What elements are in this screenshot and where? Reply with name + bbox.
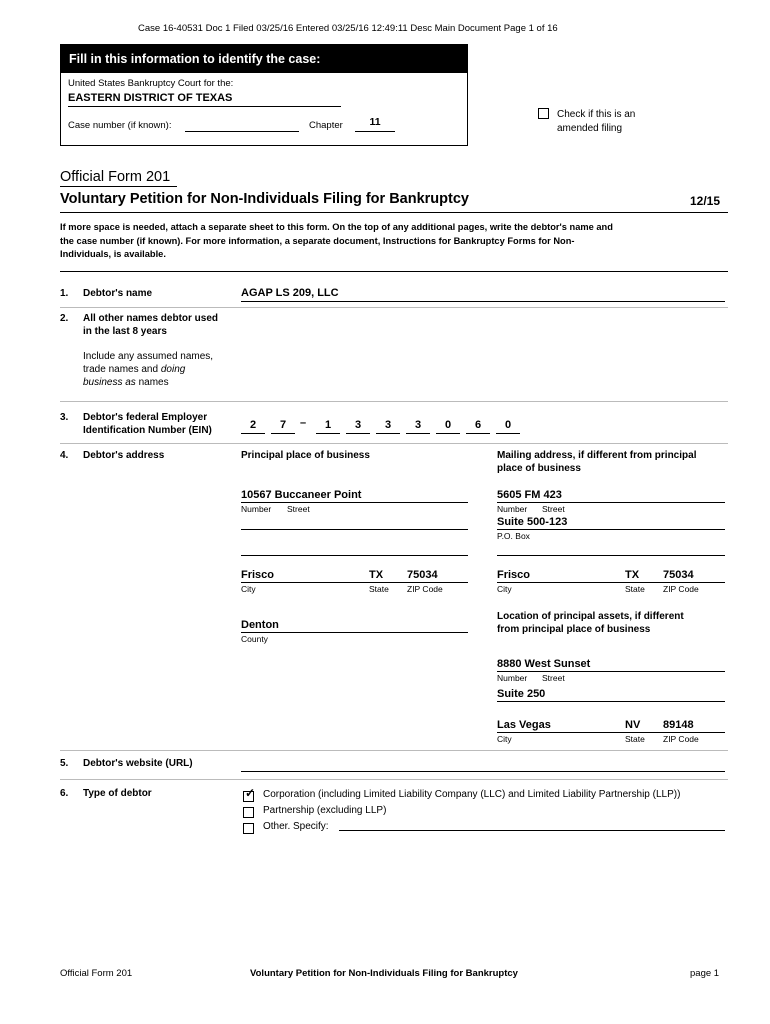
q5-label: Debtor's website (URL) [83, 758, 193, 769]
assets-number-label: Number [497, 673, 528, 683]
q6-label: Type of debtor [83, 788, 152, 799]
instructions-line-1: If more space is needed, attach a separate sheet to this form. On the top of any additional pages, write the debtor's name and [60, 222, 613, 232]
debtor-type-corporation-checkbox[interactable] [243, 786, 256, 802]
assets-street-label: Street [542, 673, 565, 683]
principal-county[interactable]: Denton [241, 619, 279, 631]
q4-label: Debtor's address [83, 450, 165, 461]
footer-page-number: page 1 [690, 968, 720, 979]
q3-number: 3. [60, 412, 69, 423]
q2-note-3: business as names [83, 377, 169, 388]
ein-digit[interactable]: 7 [271, 419, 295, 434]
assets-heading-1: Location of principal assets, if different [497, 611, 684, 622]
ein-digit[interactable]: 3 [346, 419, 370, 434]
q2-label-1: All other names debtor used [83, 313, 219, 324]
case-number-field[interactable] [185, 116, 299, 132]
assets-line2[interactable]: Suite 250 [497, 688, 546, 700]
principal-number-label: Number [241, 504, 272, 514]
assets-street[interactable]: 8880 West Sunset [497, 658, 591, 670]
principal-zip-label: ZIP Code [407, 584, 443, 594]
q3-label-2: Identification Number (EIN) [83, 425, 212, 436]
assets-zip[interactable]: 89148 [663, 719, 694, 731]
mailing-zip-label: ZIP Code [663, 584, 699, 594]
district-value[interactable]: EASTERN DISTRICT OF TEXAS [68, 92, 233, 104]
q6-number: 6. [60, 788, 69, 799]
mailing-heading-1: Mailing address, if different from principal [497, 450, 697, 461]
amended-filing-checkbox[interactable] [538, 108, 549, 119]
checkmark-icon: ✓ [245, 786, 256, 800]
official-form-number: Official Form 201 [60, 169, 171, 185]
mailing-line2[interactable]: Suite 500-123 [497, 516, 568, 528]
court-label: United States Bankruptcy Court for the: [68, 78, 234, 89]
principal-street[interactable]: 10567 Buccaneer Point [241, 489, 362, 501]
document-header: Case 16-40531 Doc 1 Filed 03/25/16 Entered 03/25/16 12:49:11 Desc Main Document Page 1 of 16 [138, 23, 558, 34]
amended-label-1: Check if this is an [557, 109, 636, 120]
footer-form-number: Official Form 201 [60, 968, 133, 979]
form-title: Voluntary Petition for Non-Individuals Filing for Bankruptcy [60, 191, 469, 207]
assets-state-label: State [625, 734, 645, 744]
q1-number: 1. [60, 288, 69, 299]
q2-number: 2. [60, 313, 69, 324]
amended-label-2: amended filing [557, 123, 623, 134]
mailing-street-label: Street [542, 504, 565, 514]
case-identification-box [60, 44, 468, 146]
chapter-value[interactable]: 11 [355, 116, 395, 132]
ein-dash: – [300, 417, 307, 429]
ein-digit[interactable]: 0 [496, 419, 520, 434]
q2-label-2: in the last 8 years [83, 326, 167, 337]
q2-note-1: Include any assumed names, [83, 351, 214, 362]
debtor-type-corporation-label: Corporation (including Limited Liability Company (LLC) and Limited Liability Partnership (LLP)) [263, 789, 681, 800]
mailing-zip[interactable]: 75034 [663, 569, 694, 581]
principal-zip[interactable]: 75034 [407, 569, 438, 581]
assets-heading-2: from principal place of business [497, 624, 651, 635]
principal-state-label: State [369, 584, 389, 594]
instructions-line-2: the case number (if known). For more information, a separate document, Instructions for Bankruptcy Forms for Non- [60, 236, 575, 246]
principal-city[interactable]: Frisco [241, 569, 275, 581]
principal-city-label: City [241, 584, 256, 594]
ein-digit[interactable]: 3 [376, 419, 400, 434]
instructions-line-3: Individuals, is available. [60, 249, 166, 259]
principal-state[interactable]: TX [369, 569, 384, 581]
principal-county-label: County [241, 634, 268, 644]
q5-number: 5. [60, 758, 69, 769]
case-box-title: Fill in this information to identify the case: [61, 45, 467, 73]
website-field[interactable] [241, 757, 725, 772]
debtor-name-value[interactable]: AGAP LS 209, LLC [241, 287, 339, 299]
mailing-state-label: State [625, 584, 645, 594]
debtor-type-partnership-label: Partnership (excluding LLP) [263, 805, 387, 816]
q1-label: Debtor's name [83, 288, 153, 299]
assets-zip-label: ZIP Code [663, 734, 699, 744]
mailing-city[interactable]: Frisco [497, 569, 531, 581]
debtor-type-partnership-checkbox[interactable] [243, 807, 254, 818]
principal-street-label: Street [287, 504, 310, 514]
assets-state[interactable]: NV [625, 719, 641, 731]
ein-digit[interactable]: 3 [406, 419, 430, 434]
q3-label-1: Debtor's federal Employer [83, 412, 208, 423]
mailing-state[interactable]: TX [625, 569, 640, 581]
mailing-street[interactable]: 5605 FM 423 [497, 489, 562, 501]
assets-city[interactable]: Las Vegas [497, 719, 551, 731]
mailing-po-box-label: P.O. Box [497, 531, 530, 541]
q2-note-2: trade names and doing [83, 364, 186, 375]
case-number-label: Case number (if known): [68, 120, 172, 131]
debtor-type-other-label: Other. Specify: [263, 821, 329, 832]
footer-title: Voluntary Petition for Non-Individuals Filing for Bankruptcy [250, 968, 518, 979]
assets-city-label: City [497, 734, 512, 744]
ein-digit[interactable]: 2 [241, 419, 265, 434]
mailing-heading-2: place of business [497, 463, 581, 474]
mailing-city-label: City [497, 584, 512, 594]
ein-digit[interactable]: 0 [436, 419, 460, 434]
form-version: 12/15 [690, 194, 721, 208]
ein-digit[interactable]: 1 [316, 419, 340, 434]
mailing-number-label: Number [497, 504, 528, 514]
q4-number: 4. [60, 450, 69, 461]
chapter-label: Chapter [309, 120, 343, 131]
principal-heading: Principal place of business [241, 450, 370, 461]
debtor-type-other-checkbox[interactable] [243, 823, 254, 834]
ein-digit[interactable]: 6 [466, 419, 490, 434]
